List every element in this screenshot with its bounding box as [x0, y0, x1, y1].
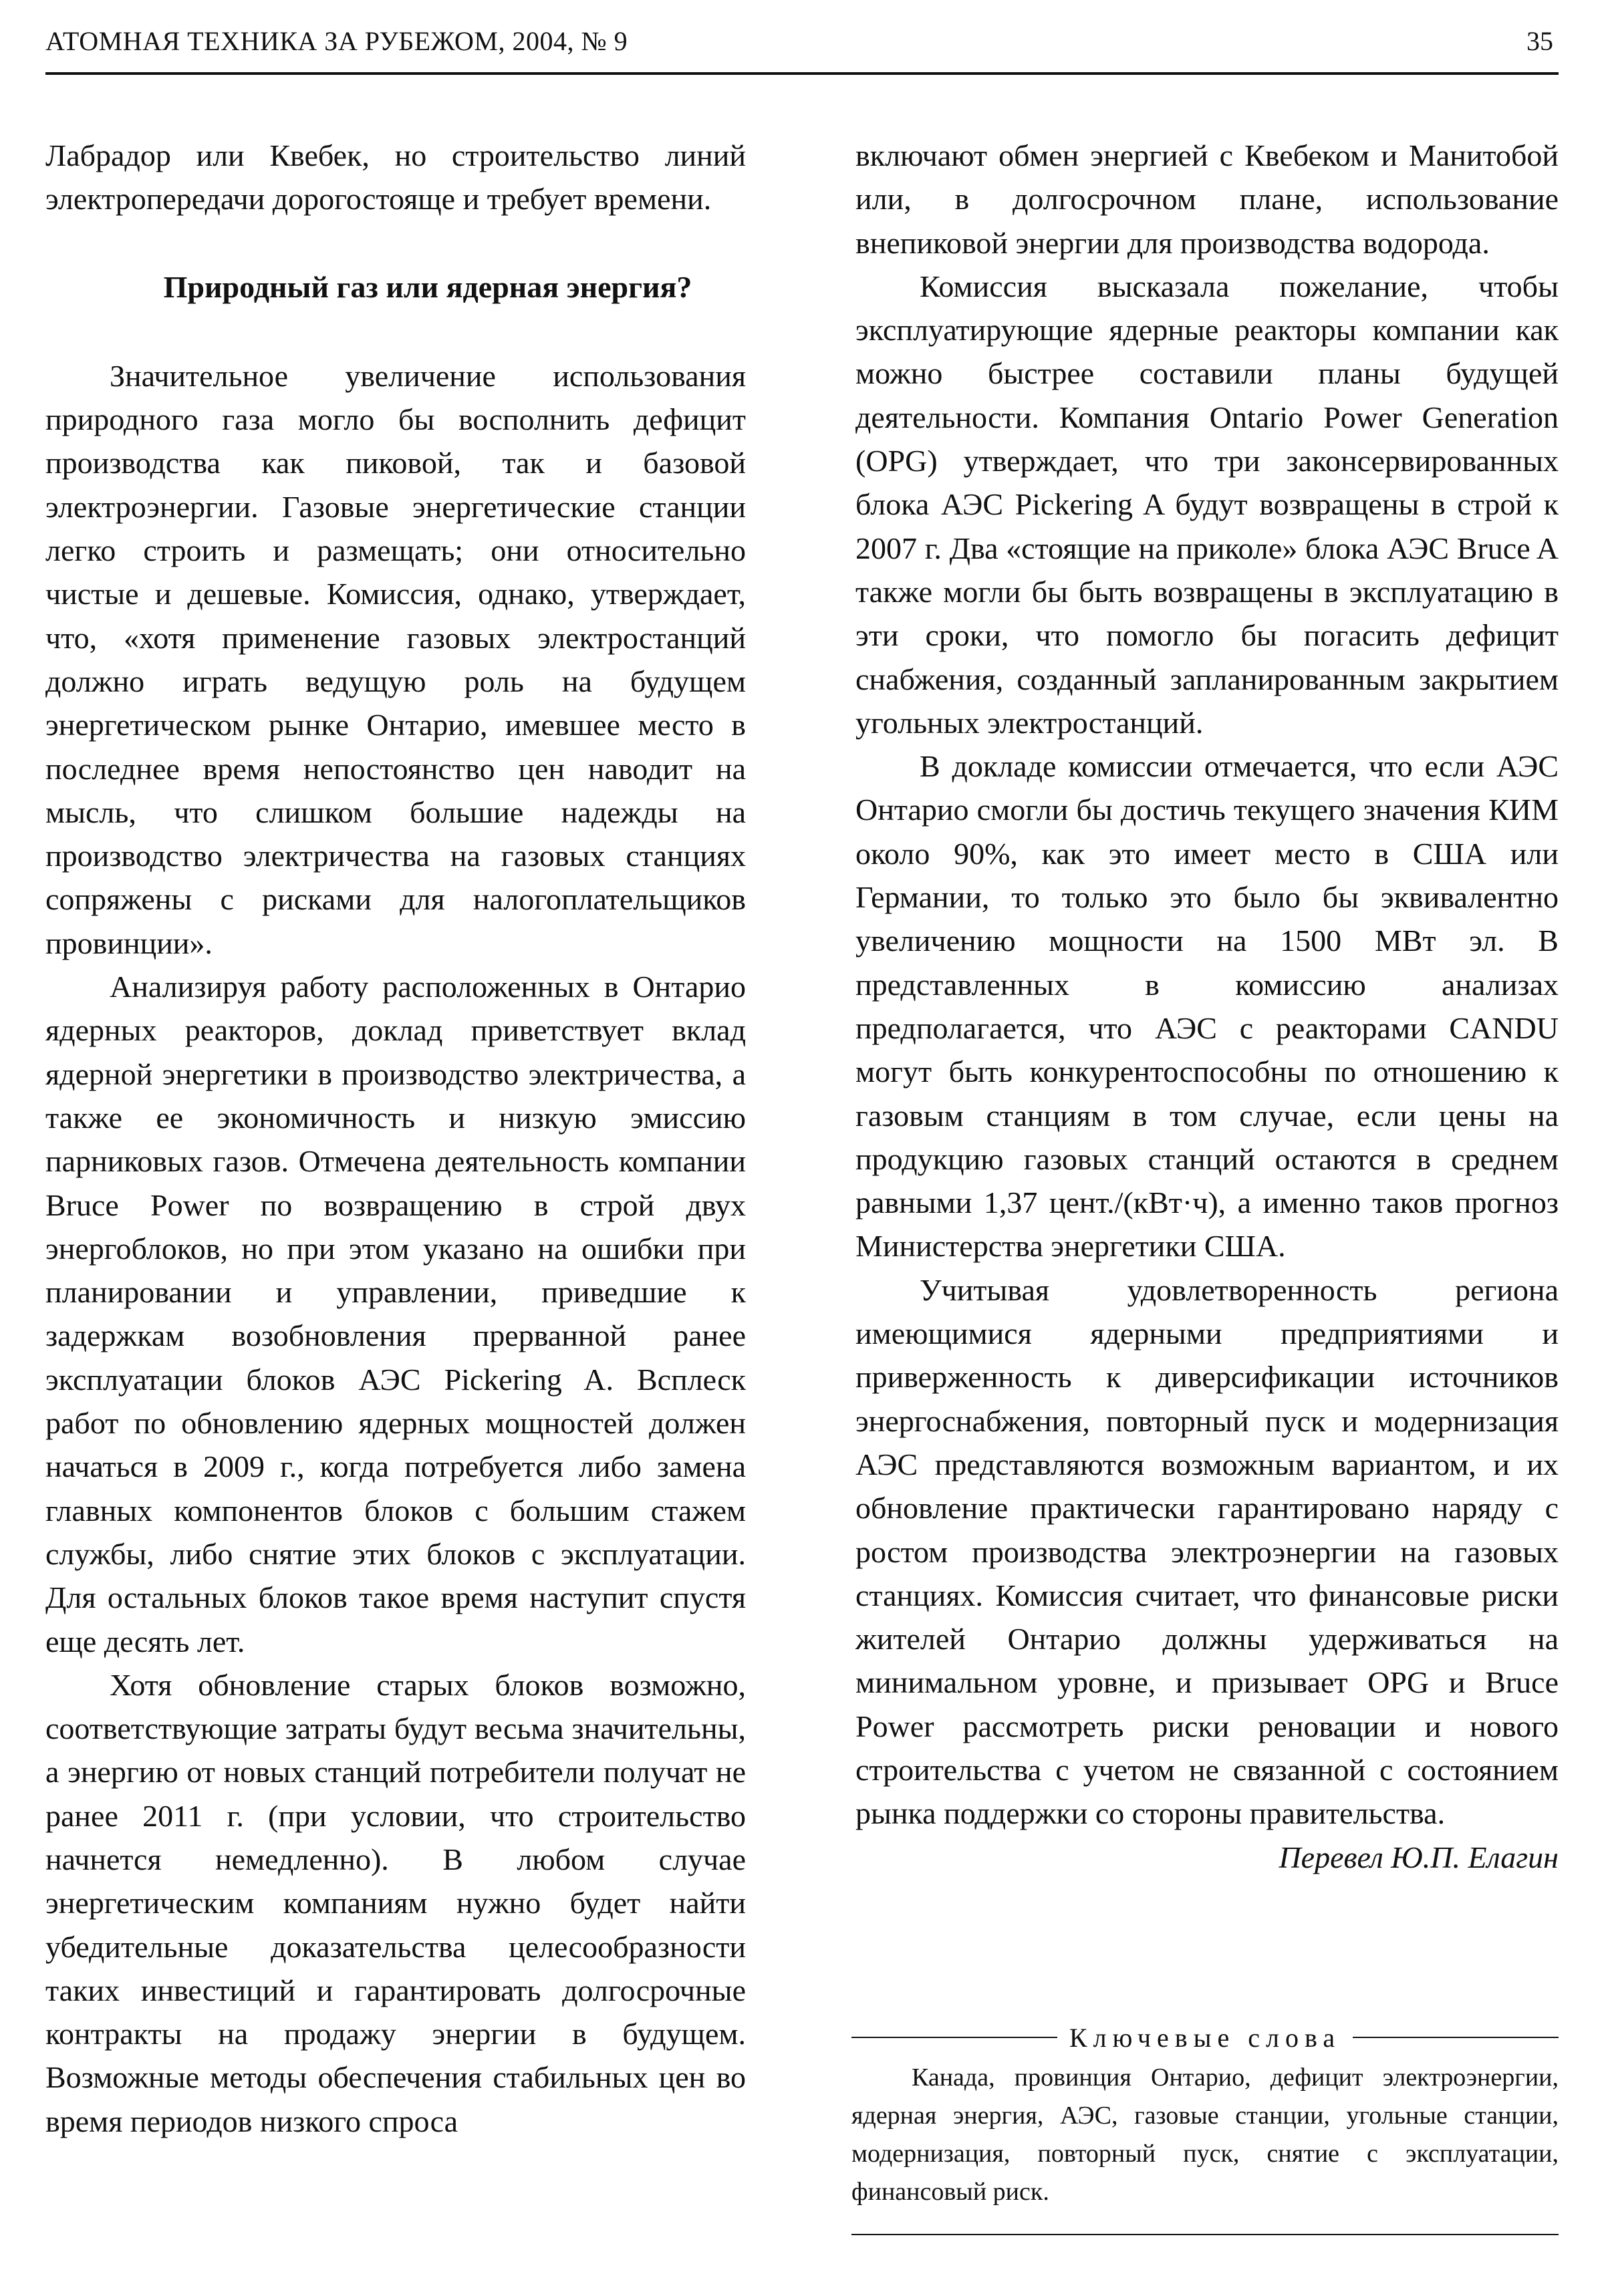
spacer — [45, 309, 746, 354]
translator-credit: Перевел Ю.П. Елагин — [1279, 1840, 1559, 1874]
keywords-title: Ключевые слова — [1069, 2022, 1341, 2053]
divider — [851, 2234, 1559, 2235]
keywords-title-row — [851, 2020, 1559, 2055]
page-number: 35 — [1526, 26, 1553, 56]
paragraph: Значительное увеличение использования природного газа могло бы восполнить дефицит производства как пиковой, так и базовой электроэнергии. Газовые энергетические станции легко строить и размещать; они относительно чистые и дешевые. Комиссия, однако, утверждает, что, «хотя применение газовых электростанций должно играть ведущую роль на будущем энергетическом рынке Онтарио, имевшее место в последнее время непостоянство цен наводит на мысль, что слишком большие надежды на производство электричества на газовых станциях сопряжены с рисками для налогоплательщиков провинции». — [45, 358, 746, 960]
paragraph: Хотя обновление старых блоков возможно, соответствующие затраты будут весьма значительны, а энергию от новых станций потребители получат не ранее 2011 г. (при условии, что строительство начнется немедленно). В любом случае энергетическим компаниям нужно будет найти убедительные доказательства целесообразности таких инвестиций и гарантировать долгосрочные контракты на продажу энергии в будущем. Возможные методы обеспечения стабильных цен во время периодов низкого спроса — [45, 1667, 746, 2138]
paragraph: Лабрадор или Квебек, но строительство линий электропередачи дорогостояще и требует времени. — [45, 138, 746, 217]
keywords-text: Канада, провинция Онтарио, дефицит электроэнергии, ядерная энергия, АЭС, газовые станции, угольные станции, модернизация, повторный пуск, снятие с эксплуатации, финансовый риск. — [851, 2063, 1559, 2206]
right-column — [855, 134, 1559, 1879]
section-heading: Природный газ или ядерная энергия? — [163, 269, 692, 304]
running-header — [45, 25, 1559, 75]
spacer — [45, 221, 746, 265]
paragraph: Анализируя работу расположенных в Онтарио ядерных реакторов, доклад приветствует вклад ядерной энергетики в производство электричества, а также ее экономичность и низкую эмиссию парниковых газов. Отмечена деятельность компании Bruce Power по возвращению в строй двух энергоблоков, но при этом указано на ошибки при планировании и управлении, приведшие к задержкам возобновления прерванной ранее эксплуатации блоков АЭС Pickering A. Всплеск работ по обновлению ядерных мощностей должен начаться в 2009 г., когда потребуется либо замена главных компонентов блоков с большим стажем службы, либо снятие этих блоков с эксплуатации. Для остальных блоков такое время наступит спустя еще десять лет. — [45, 970, 746, 1659]
journal-title: АТОМНАЯ ТЕХНИКА ЗА РУБЕЖОМ, 2004, № 9 — [45, 26, 628, 56]
divider — [851, 2037, 1057, 2038]
paragraph: Комиссия высказала пожелание, чтобы эксплуатирующие ядерные реакторы компании как можно быстрее составили планы будущей деятельности. Компания Ontario Power Generation (OPG) утверждает, что три законсервированных блока АЭС Pickering A будут возвращены в строй к 2007 г. Два «стоящие на приколе» блока АЭС Bruce A также могли бы быть возвращены в эксплуатацию в эти сроки, что помогло бы погасить дефицит снабжения, созданный запланированным закрытием угольных электростанций. — [855, 269, 1559, 740]
paragraph: Учитывая удовлетворенность региона имеющимися ядерными предприятиями и приверженность к диверсификации источников энергоснабжения, повторный пуск и модернизация АЭС представляются возможным вариантом, и их обновление практически гарантировано наряду с ростом производства электроэнергии на газовых станциях. Комиссия считает, что финансовые риски жителей Онтарио должны удерживаться на минимальном уровне, и призывает OPG и Bruce Power рассмотреть риски реновации и нового строительства с учетом не связанной с состоянием рынка поддержки со стороны правительства. — [855, 1272, 1559, 1831]
divider — [1353, 2037, 1559, 2038]
left-column — [45, 134, 746, 2143]
paragraph: В докладе комиссии отмечается, что если АЭС Онтарио смогли бы достичь текущего значения КИМ около 90%, как это имеет место в США или Германии, то только это было бы эквивалентно увеличению мощности на 1500 МВт эл. В представленных в комиссию анализах предполагается, что АЭС с реакторами CANDU могут быть конкурентоспособны по отношению к газовым станциям в том случае, если цены на продукцию газовых станций остаются в среднем равными 1,37 цент./(кВт·ч), а именно таков прогноз Министерства энергетики США. — [855, 749, 1559, 1264]
keywords-box — [851, 2020, 1559, 2235]
paragraph: включают обмен энергией с Квебеком и Манитобой или, в долгосрочном плане, использование внепиковой энергии для производства водорода. — [855, 138, 1559, 260]
